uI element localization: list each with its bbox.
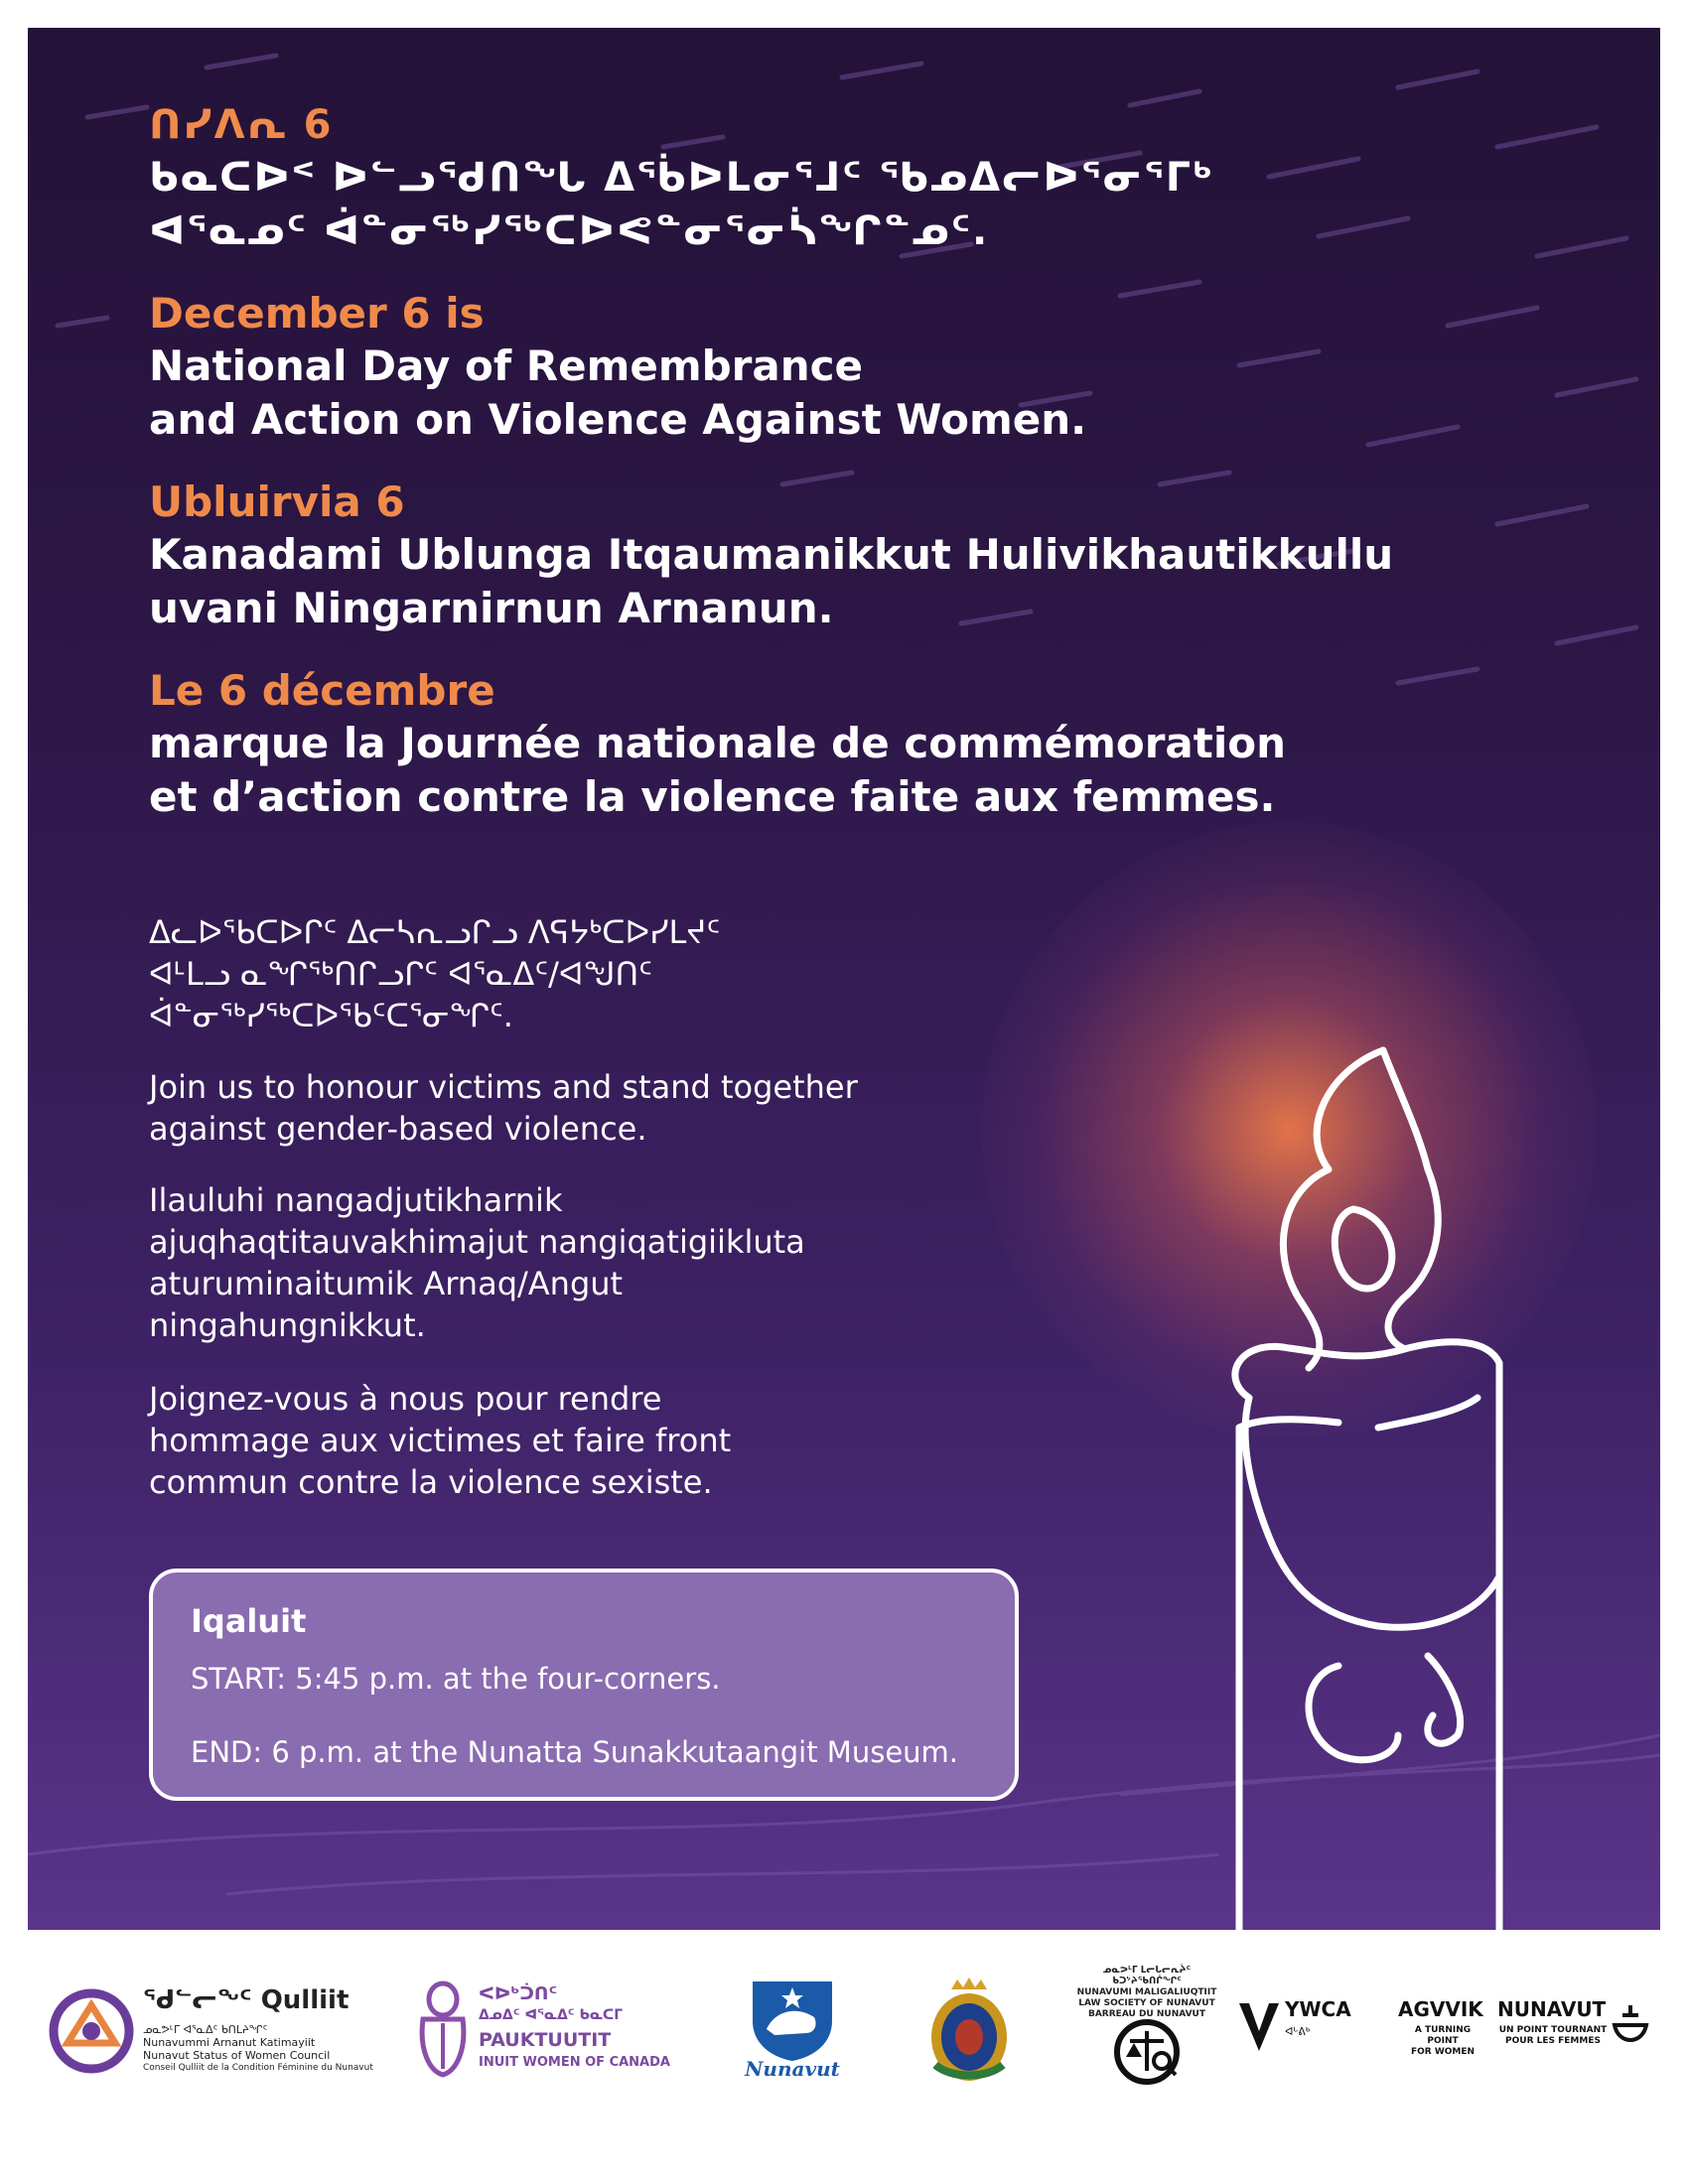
syllabics-date: ᑎᓯᐱᕆ 6 <box>149 102 334 148</box>
logo-ywca-agvvik <box>1237 1997 1654 2077</box>
qulliit-syllabics: ᖁᓪᓕᖕᑦ <box>143 1985 252 2015</box>
headline-english <box>149 288 1086 447</box>
ulu-knife-icon <box>1611 2001 1650 2051</box>
qulliit-sub-2: Nunavummi Arnanut Katimayiit <box>143 2036 316 2049</box>
body-inuinnaqtun-line-4: ningahungnikkut. <box>149 1306 426 1344</box>
inuinnaqtun-line-2: uvani Ningarnirnun Arnanun. <box>149 584 834 632</box>
qulliit-emblem-icon <box>48 1987 135 2075</box>
body-english-line-2: against gender-based violence. <box>149 1110 647 1148</box>
agvvik-name: AGVVIK <box>1398 1997 1483 2021</box>
inuinnaqtun-date: Ubluirvia 6 <box>149 478 405 526</box>
headline-syllabics <box>149 99 1214 258</box>
qulliit-name: Qulliit <box>260 1985 350 2015</box>
nunavut-women-line-2: POUR LES FEMMES <box>1505 2036 1601 2046</box>
syllabics-line-2: ᐊᕐᓇᓄᑦ ᐋᓐᓂᖅᓯᖅᑕᐅᕙᓐᓂᕐᓂᓵᖏᓐᓄᑦ. <box>149 208 990 254</box>
body-syllabics-line-2: ᐊᒻᒪᓗ ᓇᖏᖅᑎᒋᓗᒋᑦ ᐊᕐᓇᐃᑦ/ᐊᖑᑎᑦ <box>149 955 652 993</box>
law-scales-icon <box>1112 2017 1182 2087</box>
event-end: END: 6 p.m. at the Nunatta Sunakkutaangit Museum. <box>191 1735 959 1769</box>
body-french-line-3: commun contre la violence sexiste. <box>149 1463 713 1501</box>
body-inuinnaqtun <box>149 1179 805 1346</box>
nunavut-women-name: NUNAVUT <box>1497 1997 1607 2021</box>
event-start: START: 5:45 p.m. at the four-corners. <box>191 1662 721 1696</box>
logo-qulliit <box>48 1981 375 2071</box>
pauktuutit-name: PAUKTUUTIT <box>479 2029 612 2051</box>
agvvik-line-1: A TURNING POINT <box>1414 2025 1472 2046</box>
agvvik-line-2: FOR WOMEN <box>1410 2047 1476 2057</box>
qulliit-sub-1: ᓄᓇᕗᒻᒥ ᐊᕐᓇᐃᑦ ᑲᑎᒪᔨᖏᑦ <box>143 2023 268 2036</box>
law-line-1: NUNAVUMI MALIGALIUQTIIT <box>1076 1987 1217 1997</box>
body-english <box>149 1066 858 1150</box>
logo-rcmp <box>921 1976 1017 2085</box>
law-line-3: BARREAU DU NUNAVUT <box>1087 2009 1205 2019</box>
nunavut-name: Nunavut <box>745 2057 840 2081</box>
syllabics-line-1: ᑲᓇᑕᐅᑉ ᐅᓪᓗᖁᑎᖓ ᐃᖄᐅᒪᓂᕐᒧᑦ ᖃᓄᐃᓕᐅᕐᓂᕐᒥᒃ <box>149 155 1215 201</box>
english-date: December 6 is <box>149 289 485 338</box>
headline-french <box>149 665 1286 824</box>
body-syllabics-line-3: ᐋᓐᓂᖅᓯᖅᑕᐅᖃᑦᑕᕐᓂᖏᑦ. <box>149 997 513 1034</box>
pauktuutit-sub: INUIT WOMEN OF CANADA <box>479 2055 670 2070</box>
body-inuinnaqtun-line-2: ajuqhaqtitauvakhimajut nangiqatigiikluta <box>149 1223 805 1261</box>
pauktuutit-syllabics-2: ᐃᓄᐃᑦ ᐊᕐᓇᐃᑦ ᑲᓇᑕᒥ <box>479 2007 624 2023</box>
poster <box>28 28 1660 1930</box>
law-syllabics: ᓄᓇᕗᒻᒥ ᒪᓕᒐᓕᕆᔩᑦ ᑲᑐᔾᔨᖃᑎᒌᖏᑦ <box>1102 1966 1192 1986</box>
event-location: Iqaluit <box>191 1602 307 1640</box>
body-syllabics <box>149 911 720 1036</box>
inuinnaqtun-line-1: Kanadami Ublunga Itqaumanikkut Hulivikhautikkullu <box>149 530 1394 579</box>
rcmp-crest-icon <box>921 1976 1017 2085</box>
french-line-1: marque la Journée nationale de commémoration <box>149 719 1286 767</box>
body-english-line-1: Join us to honour victims and stand together <box>149 1068 858 1106</box>
ywca-syllabics: ᐊᒡᕕᒃ <box>1285 2025 1311 2038</box>
ywca-chevron-icon <box>1237 1999 1281 2055</box>
law-line-2: LAW SOCIETY OF NUNAVUT <box>1078 1998 1215 2008</box>
ywca-name: YWCA <box>1285 1997 1351 2021</box>
nunavut-bear-icon <box>745 1972 840 2061</box>
qulliit-sub-3: Nunavut Status of Women Council <box>143 2049 331 2062</box>
body-syllabics-line-1: ᐃᓚᐅᖃᑕᐅᒋᑦ ᐃᓕᓴᕆᓗᒋᓗ ᐱᕋᔭᒃᑕᐅᓯᒪᔪᑦ <box>149 913 721 951</box>
body-inuinnaqtun-line-1: Ilauluhi nangadjutikharnik <box>149 1181 563 1219</box>
english-line-1: National Day of Remembrance <box>149 341 863 390</box>
pauktuutit-figure-icon <box>415 1979 471 2079</box>
headline-inuinnaqtun <box>149 477 1393 635</box>
english-line-2: and Action on Violence Against Women. <box>149 395 1087 444</box>
logo-nunavut-government <box>745 1972 840 2081</box>
logo-pauktuutit <box>415 1979 733 2079</box>
nunavut-women-line-1: UN POINT TOURNANT <box>1498 2025 1608 2035</box>
logo-law-society <box>1072 1966 1221 2095</box>
event-info-box <box>149 1569 1019 1801</box>
candle-icon <box>1180 1021 1537 1930</box>
sponsor-logos <box>28 1946 1660 2144</box>
body-french-line-2: hommage aux victimes et faire front <box>149 1422 732 1459</box>
body-inuinnaqtun-line-3: aturuminaitumik Arnaq/Angut <box>149 1265 624 1302</box>
body-french <box>149 1378 731 1503</box>
qulliit-sub-4: Conseil Qulliit de la Condition Féminine du Nunavut <box>143 2063 373 2073</box>
french-date: Le 6 décembre <box>149 666 495 715</box>
french-line-2: et d’action contre la violence faite aux femmes. <box>149 772 1276 821</box>
body-french-line-1: Joignez-vous à nous pour rendre <box>149 1380 662 1418</box>
pauktuutit-syllabics-1: ᐸᐅᒃᑑᑎᑦ <box>479 1983 558 2004</box>
